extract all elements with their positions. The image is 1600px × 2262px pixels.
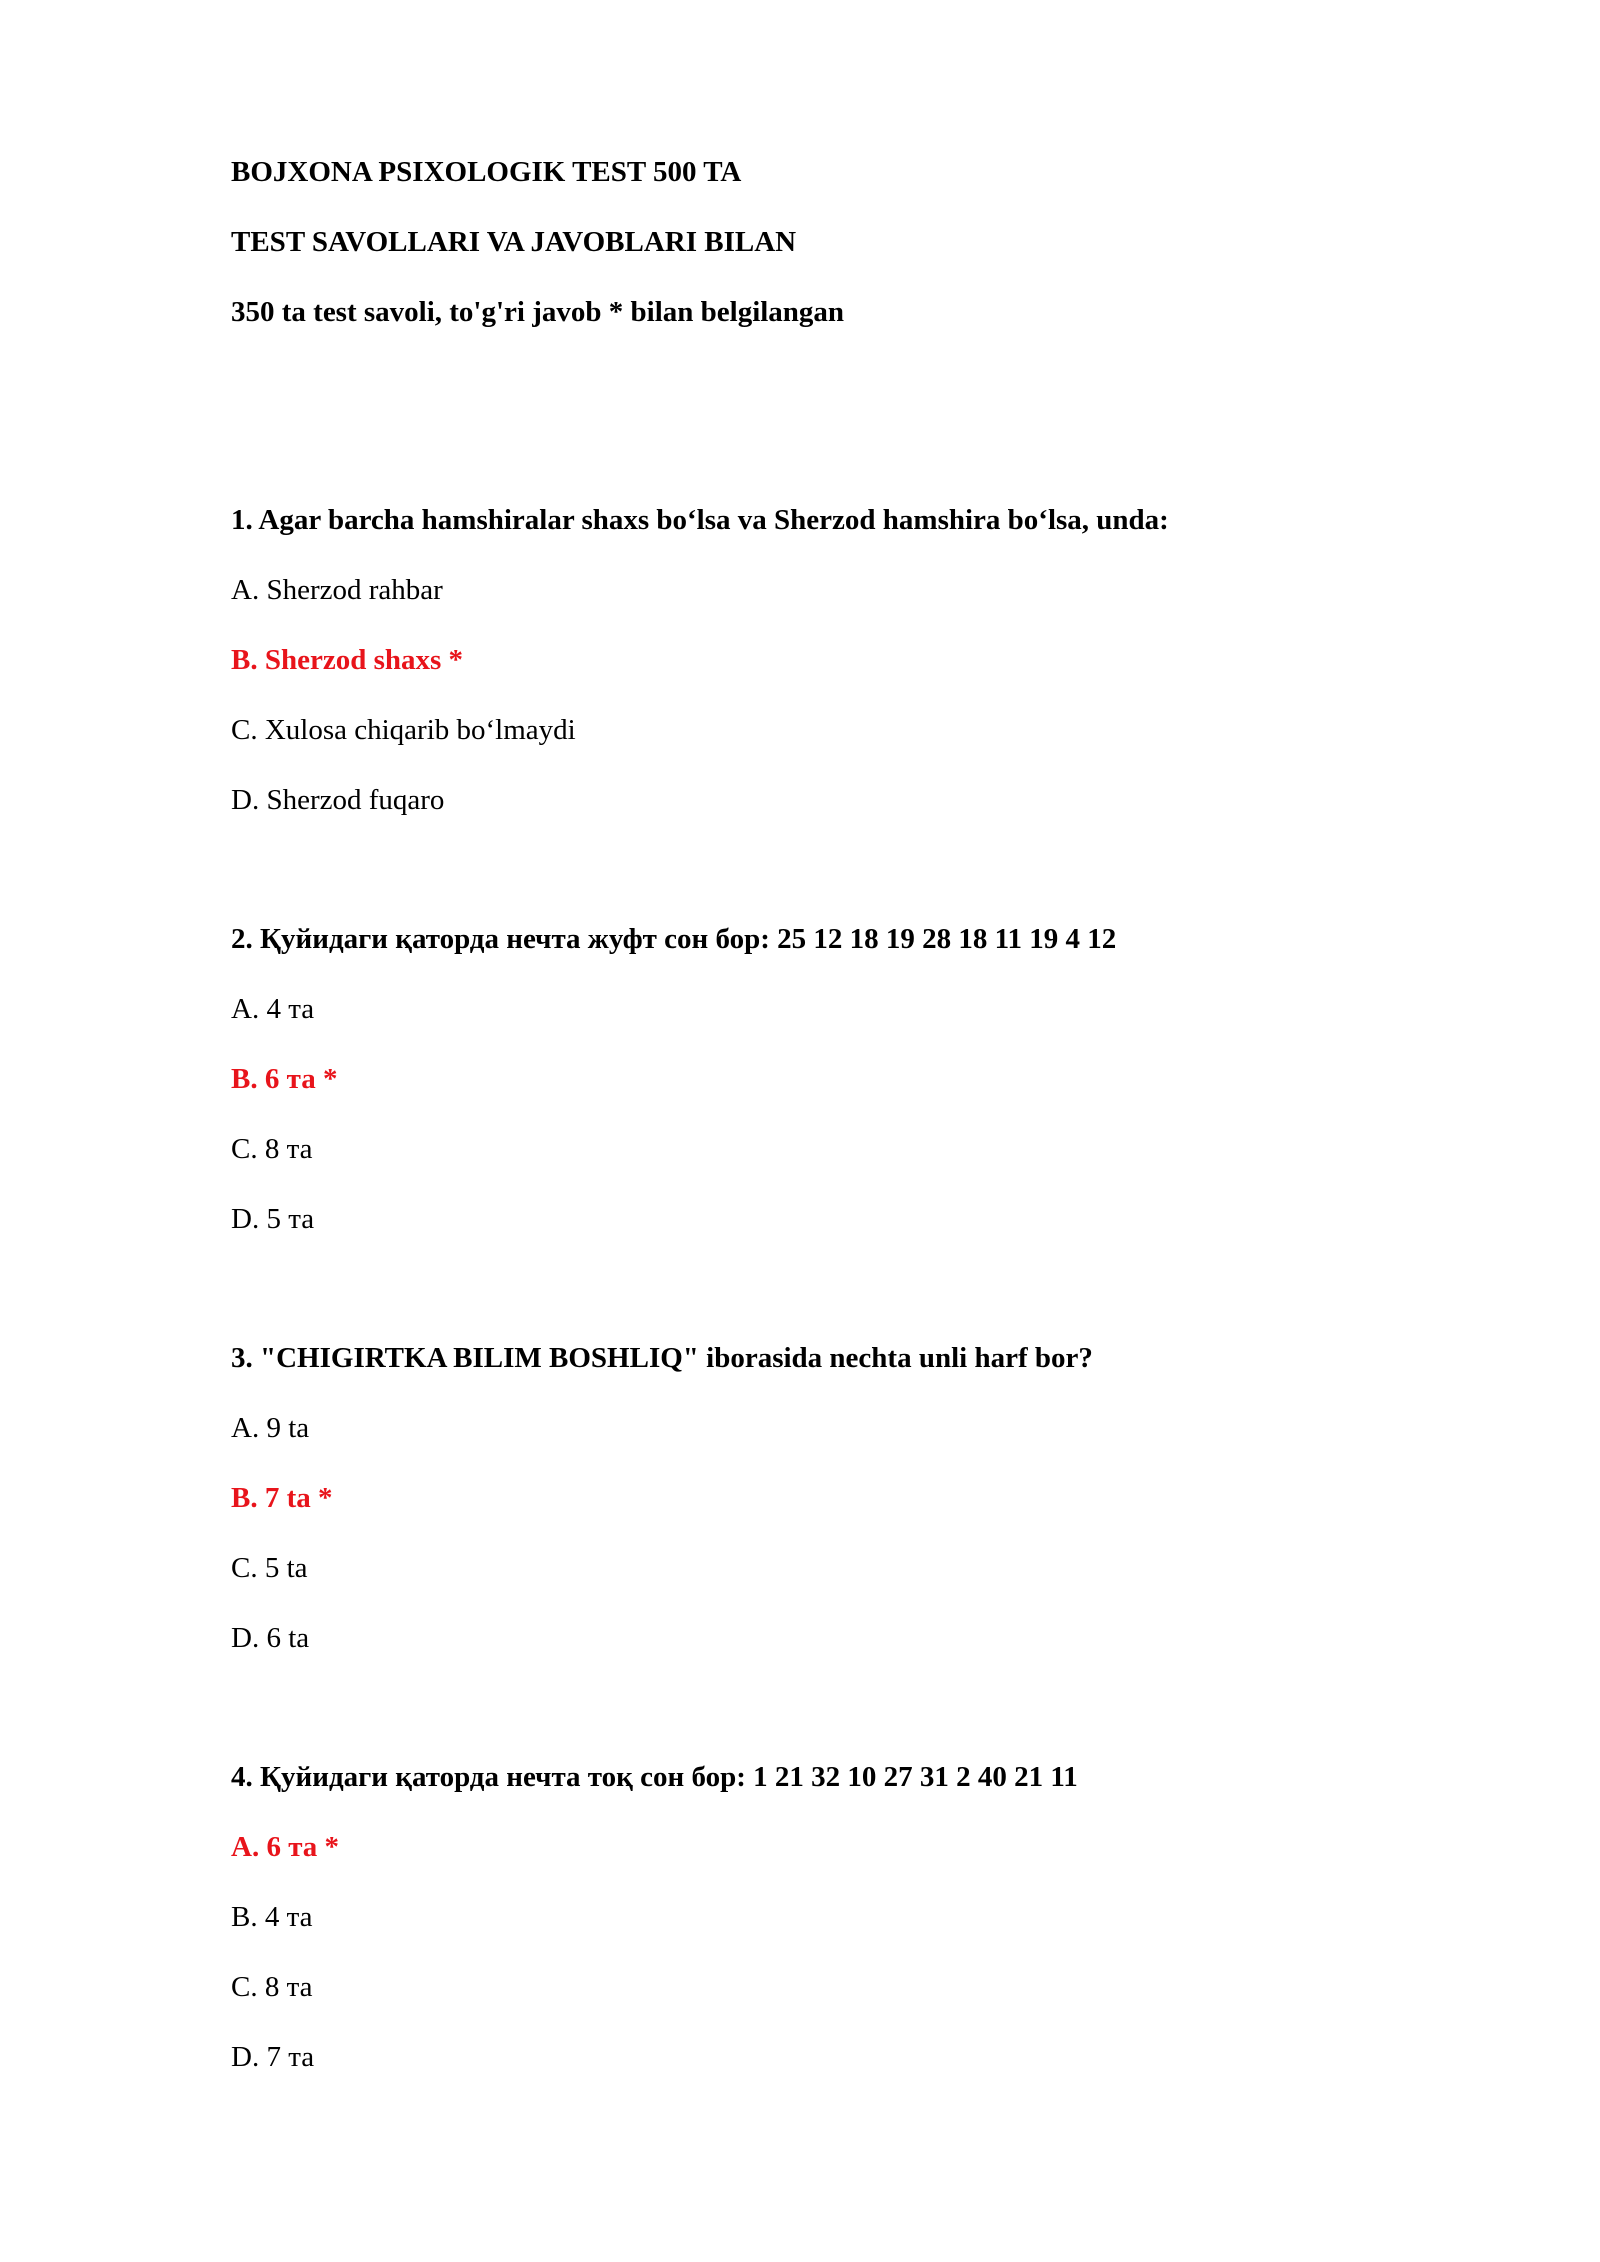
document-subtitle: TEST SAVOLLARI VA JAVOBLARI BILAN bbox=[231, 226, 797, 258]
answer-option-correct: B. 6 та * bbox=[231, 1063, 338, 1095]
question-text: 4. Қуйидаги қаторда нечта тоқ сон бор: 1 21 32 10 27 31 2 40 21 11 bbox=[231, 1761, 1078, 1793]
answer-option: C. 5 ta bbox=[231, 1552, 308, 1584]
answer-option: C. 8 та bbox=[231, 1971, 313, 2003]
question-text: 1. Agar barcha hamshiralar shaxs boʻlsa va Sherzod hamshira boʻlsa, unda: bbox=[231, 504, 1169, 536]
answer-option: A. Sherzod rahbar bbox=[231, 574, 443, 606]
question-text: 3. "CHIGIRTKA BILIM BOSHLIQ" iborasida nechta unli harf bor? bbox=[231, 1342, 1093, 1374]
answer-option-correct: B. Sherzod shaxs * bbox=[231, 644, 464, 676]
answer-option-correct: A. 6 та * bbox=[231, 1831, 340, 1863]
answer-option: A. 4 та bbox=[231, 993, 315, 1025]
answer-option-correct: B. 7 ta * bbox=[231, 1482, 333, 1514]
answer-option: D. Sherzod fuqaro bbox=[231, 784, 445, 816]
answer-option: A. 9 ta bbox=[231, 1412, 310, 1444]
answer-option: C. 8 та bbox=[231, 1133, 313, 1165]
answer-option: D. 6 ta bbox=[231, 1622, 310, 1654]
answer-option: D. 5 та bbox=[231, 1203, 315, 1235]
question-text: 2. Қуйидаги қаторда нечта жуфт сон бор: 25 12 18 19 28 18 11 19 4 12 bbox=[231, 923, 1117, 955]
document-title: BOJXONA PSIXOLOGIK TEST 500 TA bbox=[231, 156, 742, 188]
answer-option: D. 7 та bbox=[231, 2041, 315, 2073]
answer-option: C. Xulosa chiqarib boʻlmaydi bbox=[231, 714, 576, 746]
document-note: 350 ta test savoli, to'g'ri javob * bilan belgilangan bbox=[231, 296, 845, 328]
answer-option: B. 4 та bbox=[231, 1901, 313, 1933]
